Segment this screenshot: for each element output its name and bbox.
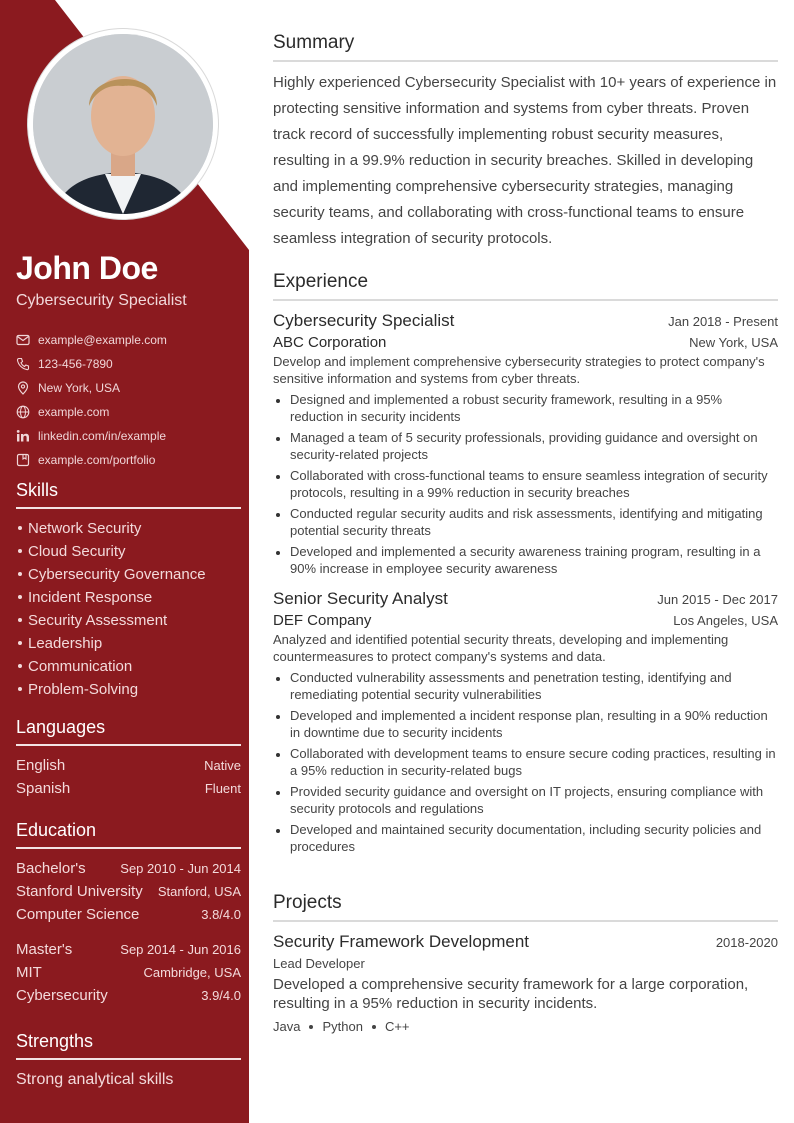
tech-item: C++	[384, 1019, 410, 1034]
job-bullets	[273, 669, 778, 855]
education-school-row: MIT Cambridge, USA	[16, 964, 241, 981]
language-row: Spanish Fluent	[16, 780, 241, 797]
portfolio-icon	[16, 453, 30, 467]
contact-email-text: example@example.com	[38, 333, 167, 347]
list-item: Developed and maintained security documentation, including security policies and procedures	[273, 821, 778, 855]
contact-website[interactable]	[16, 400, 167, 424]
project-entry	[273, 932, 778, 1034]
contact-portfolio[interactable]	[16, 448, 167, 472]
summary-section	[273, 32, 778, 252]
list-item: Collaborated with development teams to ensure secure coding practices, resulting in a 95% reduction in security-related bugs	[273, 745, 778, 779]
profile-photo	[33, 34, 213, 214]
project-title: Security Framework Development	[273, 932, 530, 951]
contact-portfolio-text: example.com/portfolio	[38, 453, 156, 467]
contact-website-text: example.com	[38, 405, 110, 419]
project-tech-list	[273, 1019, 778, 1034]
contact-linkedin[interactable]	[16, 424, 167, 448]
contact-list	[16, 328, 167, 472]
languages-section	[16, 717, 241, 800]
education-degree-row: Bachelor's Sep 2010 - Jun 2014	[16, 860, 241, 877]
language-row: English Native	[16, 757, 241, 774]
experience-section	[273, 271, 778, 859]
contact-location	[16, 376, 167, 400]
experience-heading: Experience	[273, 271, 778, 301]
phone-icon	[16, 357, 30, 371]
projects-section	[273, 892, 778, 1034]
job-title: Cybersecurity Specialist	[273, 311, 455, 330]
sidebar	[0, 0, 249, 1123]
job-dates: Jun 2015 - Dec 2017	[657, 592, 778, 607]
list-item: Collaborated with cross-functional teams to ensure seamless integration of security protocols, resulting in a 99% reduction in security breaches	[273, 467, 778, 501]
job-dates: Jan 2018 - Present	[668, 314, 778, 329]
list-item: Conducted regular security audits and risk assessments, identifying and mitigating potential security threats	[273, 505, 778, 539]
education-heading: Education	[16, 820, 241, 849]
globe-icon	[16, 405, 30, 419]
contact-linkedin-text: linkedin.com/in/example	[38, 429, 167, 443]
skill-item: Network Security	[16, 517, 241, 540]
skill-item: Incident Response	[16, 586, 241, 609]
education-field-row: Computer Science 3.8/4.0	[16, 906, 241, 923]
contact-location-text: New York, USA	[38, 381, 121, 395]
job-entry	[273, 311, 778, 577]
strengths-heading: Strengths	[16, 1031, 241, 1060]
education-field-row: Cybersecurity 3.9/4.0	[16, 987, 241, 1004]
job-location: New York, USA	[689, 335, 778, 350]
education-degree-row: Master's Sep 2014 - Jun 2016	[16, 941, 241, 958]
job-description: Develop and implement comprehensive cybersecurity strategies to protect company's sensitive information and systems from cyber threats.	[273, 354, 765, 386]
candidate-title: Cybersecurity Specialist	[16, 292, 187, 309]
job-entry	[273, 589, 778, 855]
contact-phone[interactable]	[16, 352, 167, 376]
skills-heading: Skills	[16, 480, 241, 509]
skill-item: Security Assessment	[16, 609, 241, 632]
skills-section	[16, 480, 241, 701]
projects-heading: Projects	[273, 892, 778, 922]
skill-item: Cloud Security	[16, 540, 241, 563]
list-item: Provided security guidance and oversight on IT projects, ensuring compliance with security protocols and regulations	[273, 783, 778, 817]
summary-text: Highly experienced Cybersecurity Specialist with 10+ years of experience in protecting sensitive information and systems from cyber threats. Proven track record of successfully implementing robust security measures, resulting in a 99.9% reduction in security breaches. Skilled in developing and implementing comprehensive cybersecurity strategies, managing security teams, and collaborating with cross-functional teams to ensure seamless integration of security protocols.	[273, 74, 777, 247]
job-title: Senior Security Analyst	[273, 589, 448, 608]
tech-item: Java	[273, 1019, 301, 1034]
project-role: Lead Developer	[273, 956, 365, 971]
location-icon	[16, 381, 30, 395]
email-icon	[16, 333, 30, 347]
skill-item: Leadership	[16, 632, 241, 655]
linkedin-icon	[16, 429, 30, 443]
skill-item: Cybersecurity Governance	[16, 563, 241, 586]
job-bullets	[273, 391, 778, 577]
job-company: DEF Company	[273, 612, 372, 629]
education-school-row: Stanford University Stanford, USA	[16, 883, 241, 900]
skill-item: Communication	[16, 655, 241, 678]
summary-heading: Summary	[273, 32, 778, 62]
job-location: Los Angeles, USA	[673, 613, 778, 628]
list-item: Designed and implemented a robust security framework, resulting in a 95% reduction in security incidents	[273, 391, 778, 425]
tech-item: Python	[322, 1019, 363, 1034]
skill-item: Problem-Solving	[16, 678, 241, 701]
languages-heading: Languages	[16, 717, 241, 746]
strength-item: Strong analytical skills	[16, 1071, 174, 1088]
strengths-section	[16, 1031, 241, 1091]
list-item: Developed and implemented a security awareness training program, resulting in a 90% increase in employee security awareness	[273, 543, 778, 577]
job-company: ABC Corporation	[273, 334, 387, 351]
list-item: Developed and implemented a incident response plan, resulting in a 90% reduction in downtime due to security incidents	[273, 707, 778, 741]
project-description: Developed a comprehensive security framework for a large corporation, resulting in a 95% reduction in security incidents.	[273, 976, 749, 1012]
candidate-name: John Doe	[16, 250, 158, 286]
list-item: Managed a team of 5 security professionals, providing guidance and oversight on security-related projects	[273, 429, 778, 463]
project-dates: 2018-2020	[715, 935, 778, 950]
job-description: Analyzed and identified potential security threats, developing and implementing countermeasures to protect company's systems and data.	[273, 632, 729, 664]
list-item: Conducted vulnerability assessments and penetration testing, identifying and remediating potential security vulnerabilities	[273, 669, 778, 703]
contact-email[interactable]	[16, 328, 167, 352]
contact-phone-text: 123-456-7890	[38, 357, 113, 371]
education-section	[16, 820, 241, 1007]
